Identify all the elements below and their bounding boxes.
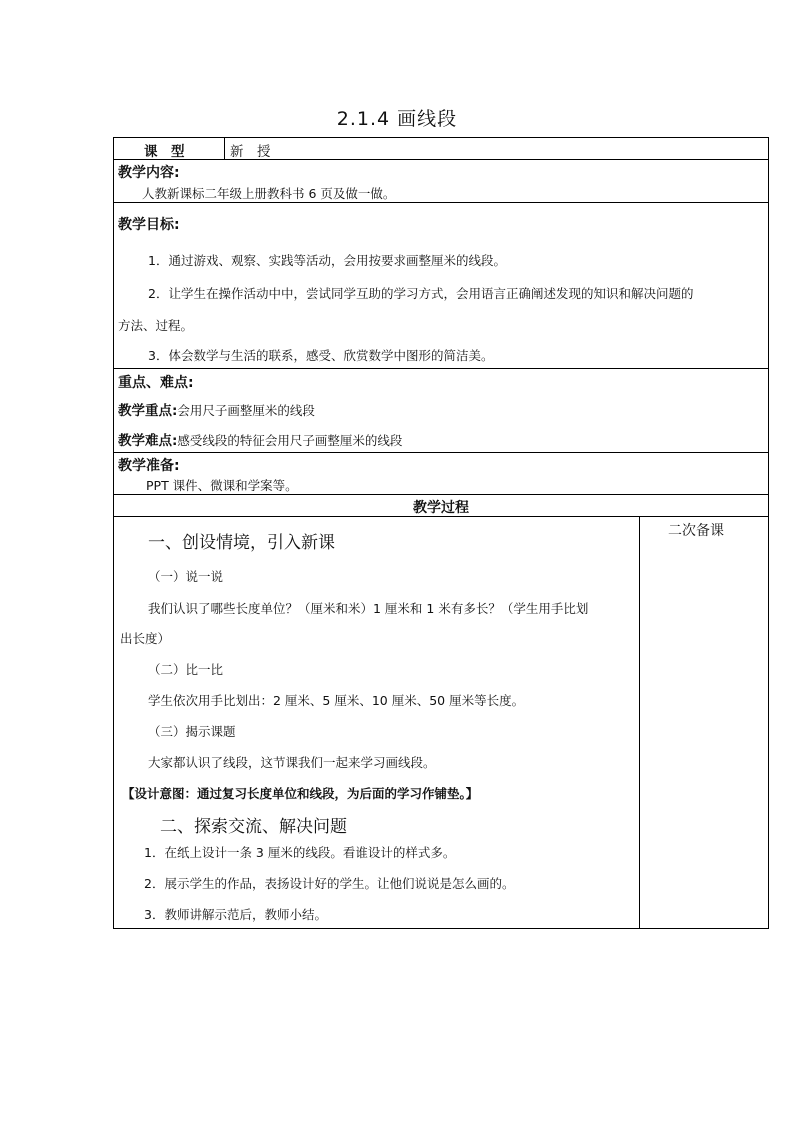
side-column-divider	[639, 516, 640, 928]
focus-text: 会用尺子画整厘米的线段	[177, 403, 315, 418]
objectives-heading: 教学目标:	[118, 217, 180, 233]
side-column-heading: 二次备课	[668, 523, 724, 539]
objective-item: 2．让学生在操作活动中中，尝试同学互助的学习方式，会用语言正确阐述发现的知识和解决问题的	[148, 286, 694, 301]
row-divider	[114, 368, 768, 369]
teaching-process-table	[113, 516, 769, 929]
step-item: 2．展示学生的作品，表扬设计好的学生。让他们说说是怎么画的。	[144, 876, 515, 891]
objective-item: 3．体会数学与生活的联系，感受、欣赏数学中图形的简洁美。	[148, 348, 494, 363]
course-type-label: 课 型	[144, 144, 185, 160]
difficulty-line	[118, 429, 402, 449]
focus-line	[118, 399, 315, 419]
row-divider	[114, 202, 768, 203]
section-heading: 一、创设情境，引入新课	[148, 533, 335, 553]
difficulty-text: 感受线段的特征会用尺子画整厘米的线段	[177, 433, 403, 448]
focus-label: 教学重点:	[118, 403, 178, 419]
preparation-text: PPT 课件、微课和学案等。	[146, 478, 298, 493]
subsection-heading: （二）比一比	[148, 662, 224, 677]
paragraph-line: 大家都认识了线段，这节课我们一起来学习画线段。	[148, 755, 436, 770]
course-type-divider	[224, 138, 225, 159]
objective-item: 方法、过程。	[118, 318, 194, 333]
page-title: 2.1.4 画线段	[336, 108, 458, 130]
paragraph-line: 我们认识了哪些长度单位？（厘米和米）1 厘米和 1 米有多长？（学生用手比划	[148, 601, 589, 616]
process-heading: 教学过程	[413, 500, 469, 516]
objective-item: 1．通过游戏、观察、实践等活动，会用按要求画整厘米的线段。	[148, 253, 506, 268]
row-divider	[114, 494, 768, 495]
row-divider	[114, 159, 768, 160]
preparation-heading: 教学准备:	[118, 458, 180, 474]
lesson-info-table	[113, 137, 769, 517]
course-type-value: 新 授	[230, 144, 271, 160]
section-heading: 二、探索交流、解决问题	[160, 817, 347, 837]
content-text: 人教新课标二年级上册教科书 6 页及做一做。	[142, 186, 396, 201]
paragraph-line: 出长度）	[120, 631, 171, 646]
row-divider	[114, 452, 768, 453]
subsection-heading: （一）说一说	[148, 569, 224, 584]
key-points-heading: 重点、难点:	[118, 375, 194, 391]
content-heading: 教学内容:	[118, 165, 180, 181]
subsection-heading: （三）揭示课题	[148, 724, 236, 739]
step-item: 1．在纸上设计一条 3 厘米的线段。看谁设计的样式多。	[144, 845, 456, 860]
design-intent: 【设计意图：通过复习长度单位和线段，为后面的学习作铺垫。】	[122, 786, 479, 801]
difficulty-label: 教学难点:	[118, 433, 178, 449]
step-item: 3．教师讲解示范后，教师小结。	[144, 907, 327, 922]
paragraph-line: 学生依次用手比划出：2 厘米、5 厘米、10 厘米、50 厘米等长度。	[148, 693, 525, 708]
